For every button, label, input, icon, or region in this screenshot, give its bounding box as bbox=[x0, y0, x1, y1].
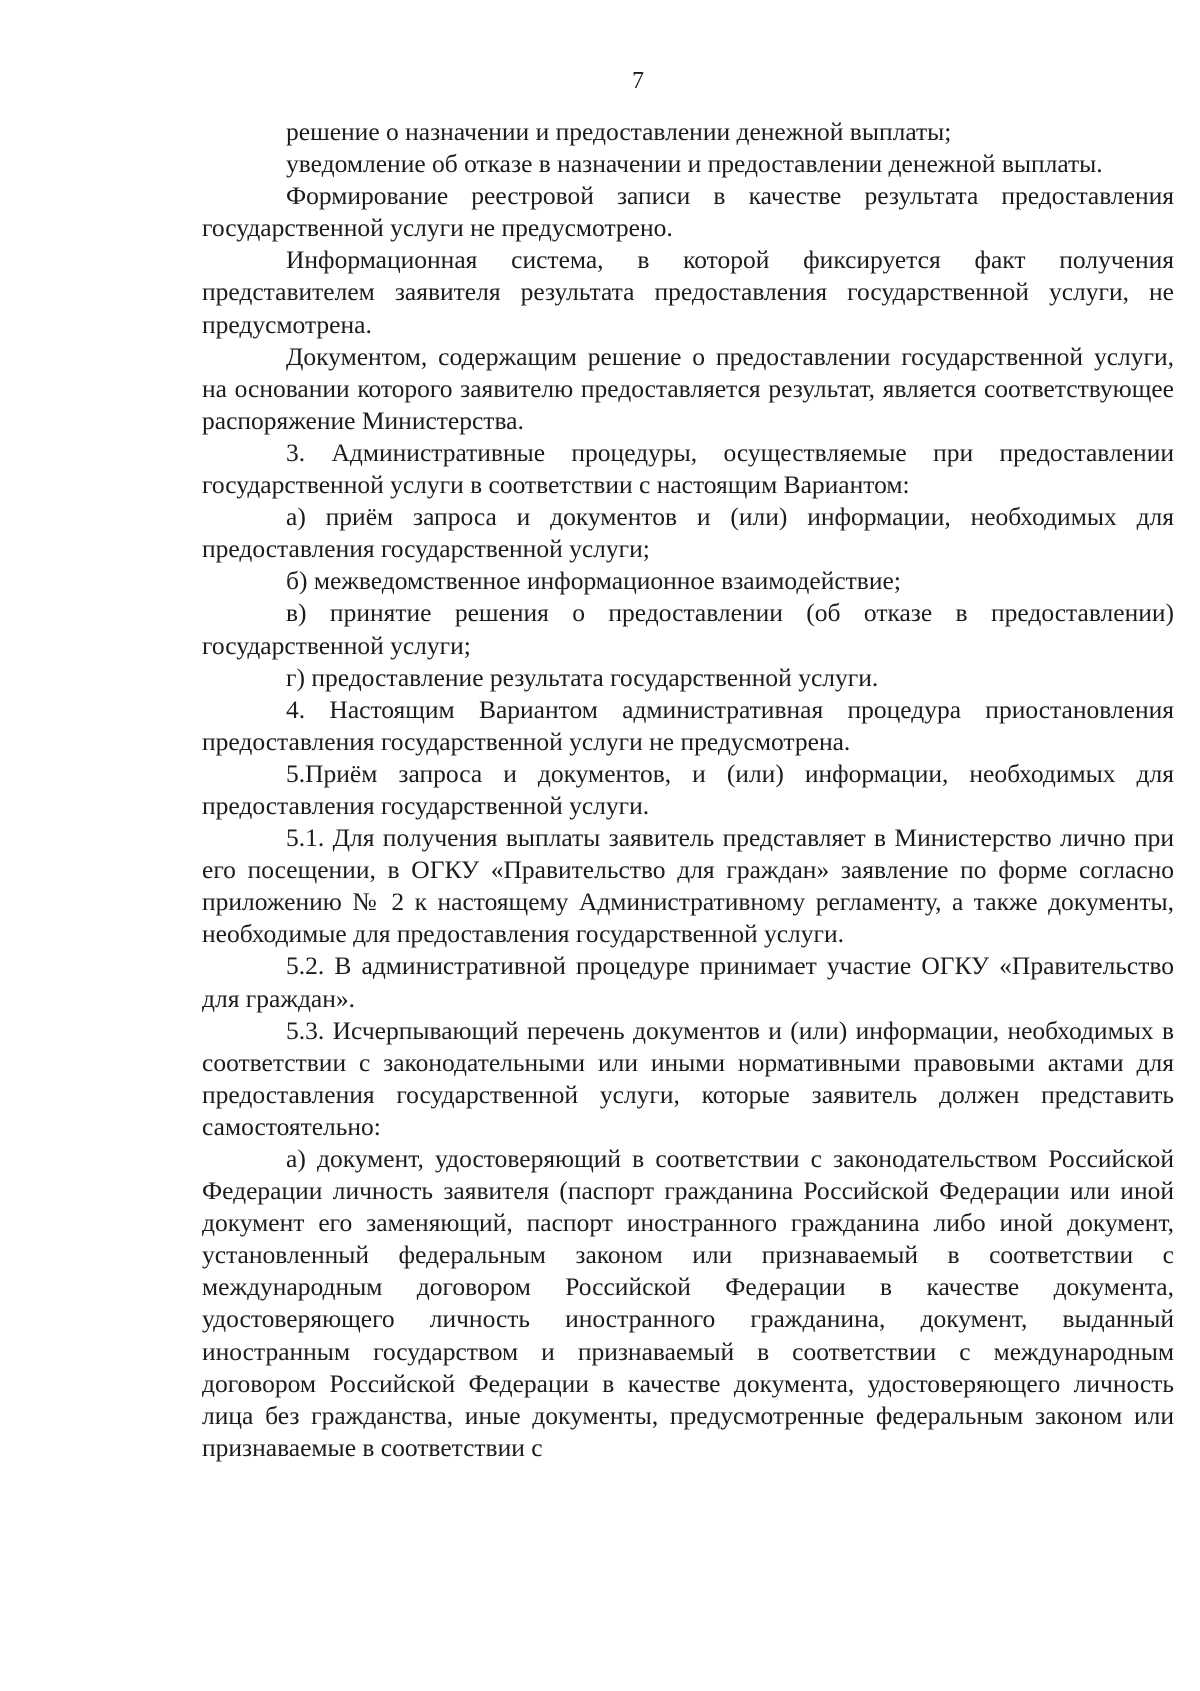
paragraph: уведомление об отказе в назначении и предоставлении денежной выплаты. bbox=[286, 149, 1103, 179]
paragraph: 5.Приём запроса и документов, и (или) информации, необходимых для предоставления государственной услуги. bbox=[202, 758, 1174, 820]
paragraph: Информационная система, в которой фиксируется факт получения представителем заявителя результата предоставления государственной услуги, не предусмотрена. bbox=[202, 245, 1174, 339]
paragraph: решение о назначении и предоставлении денежной выплаты; bbox=[286, 117, 952, 146]
paragraph: 4. Настоящим Вариантом административная процедура приостановления предоставления государственной услуги не предусмотрена. bbox=[202, 694, 1174, 756]
paragraph: Формирование реестровой записи в качестве результата предоставления государственной услуги не предусмотрено. bbox=[202, 181, 1174, 243]
document-body bbox=[202, 116, 1174, 1464]
paragraph: г) предоставление результата государственной услуги. bbox=[286, 662, 879, 692]
paragraph: 5.1. Для получения выплаты заявитель представляет в Министерство лично при его посещении, в ОГКУ «Правительство для граждан» заявление по форме согласно приложению № 2 к настоящему Административному регламенту, а также документы, необходимые для предоставления государственной услуги. bbox=[202, 823, 1174, 949]
paragraph: 5.3. Исчерпывающий перечень документов и (или) информации, необходимых в соответствии с законодательными или иными нормативными правовыми актами для предоставления государственной услуги, которые заявитель должен представить самостоятельно: bbox=[202, 1015, 1174, 1141]
paragraph: 3. Административные процедуры, осуществляемые при предоставлении государственной услуги в соответствии с настоящим Вариантом: bbox=[202, 437, 1174, 500]
page-number: 7 bbox=[632, 68, 644, 94]
paragraph: Документом, содержащим решение о предоставлении государственной услуги, на основании которого заявителю предоставляется результат, является соответствующее распоряжение Министерства. bbox=[202, 341, 1174, 435]
paragraph: 5.2. В административной процедуре принимает участие ОГКУ «Правительство для граждан». bbox=[202, 951, 1174, 1013]
paragraph: а) документ, удостоверяющий в соответствии с законодательством Российской Федерации личность заявителя (паспорт гражданина Российской Федерации или иной документ его заменяющий, паспорт иностранного гражданина либо иной документ, установленный федеральным законом или признаваемый в соответствии с международным договором Российской Федерации в качестве документа, удостоверяющего личность иностранного гражданина, документ, выданный иностранным государством и признаваемый в соответствии с международным договором Российской Федерации в качестве документа, удостоверяющего личность лица без гражданства, иные документы, предусмотренные федеральным законом или признаваемые в соответствии с bbox=[202, 1144, 1174, 1462]
paragraph: в) принятие решения о предоставлении (об отказе в предоставлении) государственной услуги; bbox=[202, 598, 1174, 660]
paragraph: б) межведомственное информационное взаимодействие; bbox=[286, 566, 901, 596]
paragraph: а) приём запроса и документов и (или) информации, необходимых для предоставления государственной услуги; bbox=[202, 502, 1174, 564]
